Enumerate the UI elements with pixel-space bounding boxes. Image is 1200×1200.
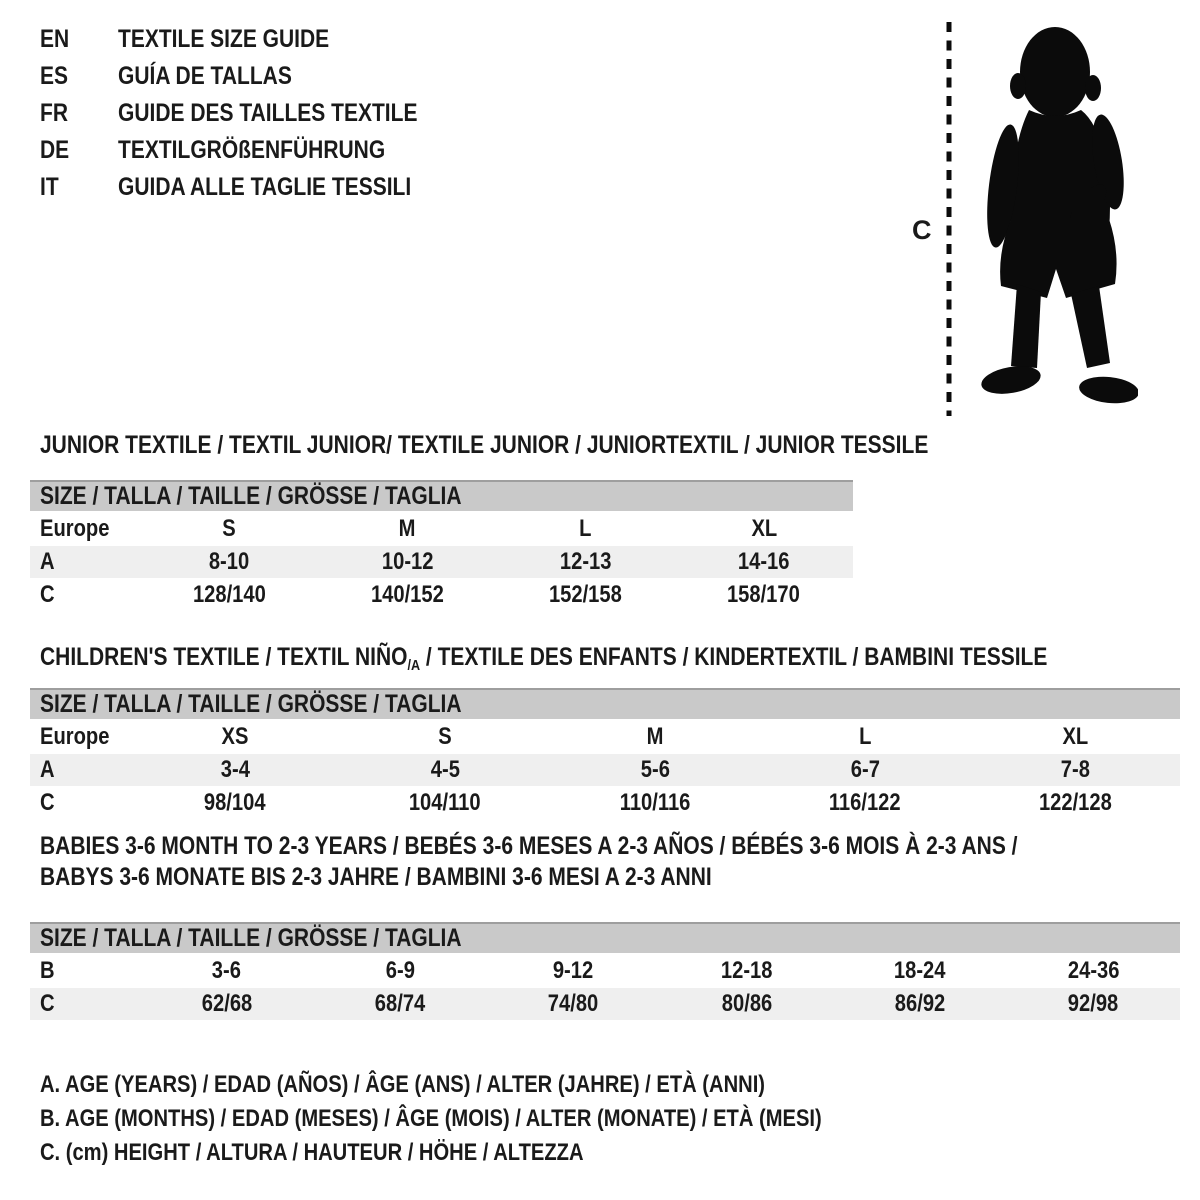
- lang-row-fr: [40, 95, 475, 132]
- row-label: B: [40, 956, 55, 984]
- children-size-table: [30, 688, 1180, 819]
- lang-code: EN: [40, 25, 70, 53]
- section-title-children: CHILDREN'S TEXTILE / TEXTIL $NIÑO_{/A}$ / TEXTILE DES ENFANTS / KINDERTEXTIL / BAMBINI TESSILE: [40, 643, 1048, 674]
- table-row-europe: Europe S M L XL: [30, 511, 853, 546]
- lang-row-de: [40, 132, 475, 169]
- row-label: A: [40, 548, 55, 575]
- language-header: [40, 21, 475, 206]
- toddler-silhouette-icon: [966, 14, 1138, 419]
- lang-row-en: [40, 21, 475, 58]
- row-label: C: [40, 990, 55, 1017]
- row-label: C: [40, 580, 55, 608]
- table-row-age: A 8-10 10-12 12-13 14-16: [30, 546, 853, 578]
- table-header: SIZE / TALLA / TAILLE / GRÖSSE / TAGLIA: [30, 688, 1180, 719]
- lang-label: GUÍA DE TALLAS: [118, 62, 292, 90]
- measure-label-c: C: [912, 215, 932, 245]
- legend-item-c: C. (cm) HEIGHT / ALTURA / HAUTEUR / HÖHE / ALTEZZA: [40, 1139, 584, 1166]
- legend-item-b: B. AGE (MONTHS) / EDAD (MESES) / ÂGE (MOIS) / ALTER (MONATE) / ETÀ (MESI): [40, 1105, 822, 1132]
- row-label: Europe: [40, 514, 110, 542]
- babies-size-table: [30, 922, 1180, 1020]
- table-row-height: C 128/140 140/152 152/158 158/170: [30, 578, 853, 611]
- lang-code: IT: [40, 173, 59, 201]
- table-row-months: B 3-6 6-9 9-12 12-18 18-24 24-36: [30, 953, 1180, 988]
- lang-row-it: [40, 169, 475, 206]
- height-measure-line: [946, 22, 952, 416]
- table-row-height: C 98/104 104/110 110/116 116/122 122/128: [30, 786, 1180, 819]
- lang-label: GUIDE DES TAILLES TEXTILE: [118, 99, 418, 127]
- junior-size-table: [30, 480, 853, 611]
- lang-code: ES: [40, 62, 69, 90]
- table-row-height: C 62/68 68/74 74/80 80/86 86/92 92/98: [30, 988, 1180, 1020]
- row-label: Europe: [40, 722, 110, 750]
- nino-a-subscript: /A: [407, 657, 421, 674]
- lang-code: DE: [40, 136, 70, 164]
- table-header: SIZE / TALLA / TAILLE / GRÖSSE / TAGLIA: [30, 480, 853, 511]
- legend: [40, 1068, 971, 1170]
- lang-label: GUIDA ALLE TAGLIE TESSILI: [118, 173, 412, 201]
- section-title-junior: JUNIOR TEXTILE / TEXTIL JUNIOR/ TEXTILE JUNIOR / JUNIORTEXTIL / JUNIOR TESSILE: [40, 431, 929, 459]
- table-row-europe: Europe XS S M L XL: [30, 719, 1180, 754]
- lang-label: TEXTILE SIZE GUIDE: [118, 25, 330, 53]
- lang-row-es: [40, 58, 475, 95]
- legend-item-a: A. AGE (YEARS) / EDAD (AÑOS) / ÂGE (ANS) / ALTER (JAHRE) / ETÀ (ANNI): [40, 1071, 766, 1098]
- section-title-babies: BABIES 3-6 MONTH TO 2-3 YEARS / BEBÉS 3-6 MESES A 2-3 AÑOS / BÉBÉS 3-6 MOIS À 2-3 ANS / BABYS 3-6 MONATE BIS 2-3 JAHRE / BAMBINI 3-6 MESI A 2-3 ANNI: [40, 832, 1018, 891]
- row-label: A: [40, 756, 55, 783]
- table-header: SIZE / TALLA / TAILLE / GRÖSSE / TAGLIA: [30, 922, 1180, 953]
- table-row-age: A 3-4 4-5 5-6 6-7 7-8: [30, 754, 1180, 786]
- lang-code: FR: [40, 99, 68, 127]
- lang-label: TEXTILGRÖßENFÜHRUNG: [118, 136, 386, 164]
- row-label: C: [40, 788, 55, 816]
